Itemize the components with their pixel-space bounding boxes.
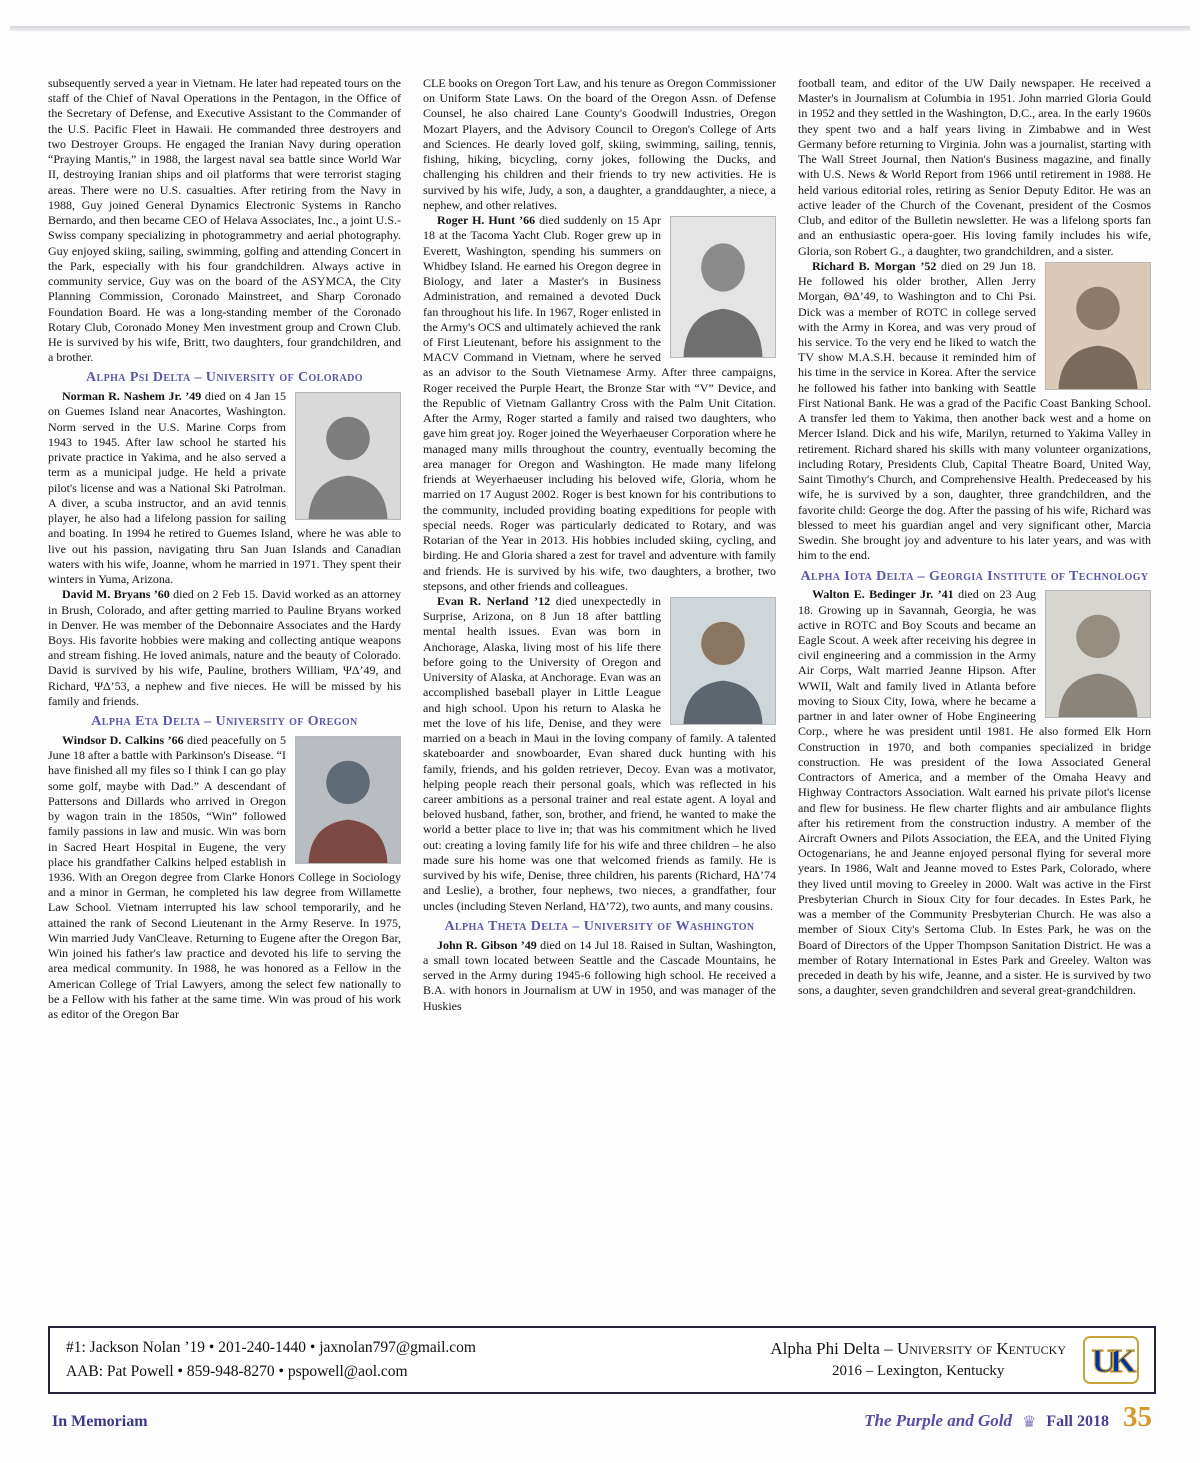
obit-name: Norman R. Nashem Jr. ’49 [62,389,202,404]
column-1 [48,76,401,1314]
chapter-header-georgia-tech: Alpha Iota Delta – Georgia Institute of Technology [800,568,1149,584]
obit-continuation: CLE books on Oregon Tort Law, and his tenure as Oregon Commissioner on Uniform State Laws. On the board of the Oregon Assn. of Defense Counsel, he also chaired Lane County's Goodwill Industries, Oregon Mozart Players, and the Advisory Council to Oregon's College of Arts and Sciences. He dearly loved golf, skiing, swimming, sailing, tennis, fishing, hiking, bicycling, corny jokes, following the Ducks, and challenging his children and their friends to try new activities. He is survived by his wife, Judy, a son, a daughter, a granddaughter, a niece, a nephew, and other relatives. [423,76,776,212]
chapter-banner [770,1338,1066,1381]
obit-text: died on 14 Jul 18. Raised in Sultan, Washington, a small town located between Seattle and the Cascade Mountains, he served in the Army during 1945-6 following high school. He received a B.A. with honors in Journalism at UW in 1950, and was manager of the Huskies [423,937,776,1013]
contact-info [66,1336,770,1384]
chapter-contact-box [48,1326,1156,1394]
page-footer [48,1394,1156,1432]
obituary-calkins [48,733,401,1022]
obit-name: Windsor D. Calkins ’66 [62,732,184,747]
obit-text: died on 29 Jun 18. He followed his older brother, Allen Jerry Morgan, ΘΔ’49, to Washington and to Chi Psi. Dick was a member of ROTC in college served with the Army in Korea, and was very proud of his service. To the very end he liked to watch the TV show M.A.S.H. because it reminded him of his time in the service in Korea. After the service he followed his father into banking with Seattle First National Bank. He was a grad of the Pacific Coast Banking School. A transfer led them to Yakima, then another back west and a home on Mercer Island. Dick and his wife, Marilyn, returned to Yakima Valley in retirement. Richard shared his skills with many volunteer organizations, including Rotary, Presidents Club, Capital Theatre Board, United Way, Saint Timothy's Church, and Comprehensive Health. Predeceased by his wife, he is survived by a son, daughter, three grandchildren, and the favorite child: George the dog. After the passing of his wife, Richard was blessed to meet his guardian angel and very significant other, Marcia Swedin. She brought joy and adventure to his later years, and was with him to the end. [798,258,1151,563]
obituary-morgan [798,259,1151,564]
obit-name: John R. Gibson ’49 [437,937,537,952]
publication-info [864,1403,1152,1432]
portrait-windsor-calkins [295,736,401,864]
svg-text:UK: UK [1091,1343,1131,1380]
obituary-bryans [48,587,401,709]
column-3 [798,76,1151,1314]
chapter-name: Alpha Phi Delta [770,1339,880,1359]
chapter-header-washington: Alpha Theta Delta – University of Washington [444,918,755,934]
obituary-bedinger [798,587,1151,998]
column-2 [423,76,776,1314]
chapter-header-oregon: Alpha Eta Delta – University of Oregon [91,714,358,730]
obit-name: David M. Bryans ’60 [62,587,170,602]
portrait-norman-nashem [295,392,401,520]
obituary-nashem [48,389,401,587]
obituary-nerland [423,594,776,914]
chapter-title [770,1338,1066,1361]
obit-text: died suddenly on 15 Apr 18 at the Tacoma Yacht Club. Roger grew up in Everett, Washington, spending his summers on Whidbey Island. He earned his Oregon degree in Biology, and later a Master's in Business Administration, and remained a devoted Duck fan throughout his life. In 1967, Roger enlisted in the Army's OCS and ultimately achieved the rank of First Lieutenant, before his assignment to the MACV Command in Vietnam, where he served as an advisor to the South Vietnamese Army. After three campaigns, Roger received the Purple Heart, the Bronze Star with “V” Device, and the Republic of Vietnam Gallantry Cross with the Palm Unit Citation. After the Army, Roger started a family and raised two daughters, who gave him great joy. Roger joined the Weyerhaeuser Corporation where he managed many mills throughout the country, eventually becoming the area manager for Oregon and Washington. He made many lifelong friends at Weyerhaeuser including his beloved wife, Gloria, whom he married on 17 August 2002. Roger is best known for his contributions to the community, included providing boating expeditions for people with special needs. Roger was particularly dedicated to Rotary, and was Rotarian of the Year in 2013. His hobbies included skiing, cycling, and birding. He and Gloria shared a zest for travel and adventure with family and friends. He is survived by his wife, two daughters, a brother, two stepsons, and other friends and colleagues. [423,213,776,593]
portrait-walton-bedinger [1045,590,1151,718]
issue-season: Fall 2018 [1046,1413,1109,1430]
obit-name: Evan R. Nerland ’12 [437,593,551,608]
portrait-richard-morgan [1045,262,1151,390]
publication-title: The Purple and Gold [864,1411,1012,1430]
obit-name: Richard B. Morgan ’52 [812,258,937,273]
section-title: In Memoriam [52,1413,148,1430]
chapter-location: 2016 – Lexington, Kentucky [831,1363,1005,1380]
obit-text: died unexpectedly in Surprise, Arizona, on 8 Jun 18 after battling mental health issues. Evan was born in Anchorage, Alaska, living most of his life there before going to the University of Oregon and University of Alaska, at Anchorage. Evan was an accomplished baseball player in Little League and high school. Upon his return to Alaska he met the love of his life, Denise, and they were married on a beach in Maui in the loving company of family. A talented skateboarder and snowboarder, Evan shared duck hunting with his family, friends, and his golden retriever, Decoy. Evan was a motivator, helping people reach their personal goals, which was reflected in his career ambitions as a personal trainer and real estate agent. A loyal and beloved husband, father, son, brother, and friend, he wanted to make the world a better place to live in; that was his commitment which he lived out: creating a loving family life for his wife and three children – he also made sure his home was one that welcomed friends as family. He is survived by his wife, Denise, three children, his parents (Richard, HΔ’74 and Leslie), a brother, four nephews, two nieces, a grandfather, four uncles (including Steven Nerland, HΔ’72), two aunts, and many cousins. [423,593,776,913]
page-edge [10,26,1190,31]
obit-name: Walton E. Bedinger Jr. ’41 [812,587,954,602]
obit-text: died peacefully on 5 June 18 after a battle with Parkinson's Disease. “I have finished all my files so I think I can go play some golf, maybe with Dad.” A descendant of Pattersons and Dillards who arrived in Oregon by wagon train in the 1850s, “Win” followed family passions in law and music. Win was born in Sacred Heart Hospital in Eugene, the very place his grandfather Calkins helped establish in 1936. With an Oregon degree from Clarke Honors College in Sociology and a minor in German, he completed his law degree from Willamette Law School. Vietnam interrupted his law school temporarily, and he attained the rank of Second Lieutenant in the Army Reserve. In 1975, Win married Judy VanCleave. Returning to Eugene after the Oregon Bar, Win joined his father's law practice and devoted his life to serving the area medical community. In 1988, he was honored as a Fellow in the American College of Trial Lawyers, among the select few nationally to be a Fellow with his father at the same time. Win was proud of his work as editor of the Oregon Bar [48,732,401,1022]
page-number: 35 [1123,1401,1152,1433]
obituary-hunt [423,213,776,594]
obit-continuation: subsequently served a year in Vietnam. He later had repeated tours on the staff of the Chief of Naval Operations in the Pentagon, in the Office of the Secretary of Defense, and Executive Assistant to the Commander of the U.S. Pacific Fleet in Hawaii. He commanded three destroyers and two Destroyer Groups. He engaged the Iranian Navy during operation “Praying Mantis,” in 1988, the largest naval sea battle since World War II, destroying Iranian ships and oil platforms that were terrorist staging areas. There were no U.S. casualties. After retiring from the Navy in 1988, Guy joined General Dynamics Electronic Systems in Rancho Bernardo, and then became CEO of Helava Associates, Inc., a joint U.S.-Swiss company specializing in photogrammetry and aerial photography. Guy enjoyed skiing, sailing, swimming, golfing and attending Concert in the Park, especially with his four grandchildren. Always active in community service, Guy was on the board of the ASYMCA, the City Planning Commission, Coronado Mainstreet, and Sharp Coronado Foundation Board. He was a long-standing member of the Coronado Rotary Club, Coronado Money Men investment group and Crown Club. He is survived by his wife, Britt, two daughters, four grandchildren, and a brother. [48,76,401,365]
obit-continuation: football team, and editor of the UW Daily newspaper. He received a Master's in Journalism at Columbia in 1951. John married Gloria Gould in 1952 and they settled in the Washington, D.C., area. In the early 1960s they spent two and a half years living in Zimbabwe and in West Germany before returning to Virginia. John was a journalist, starting with The Wall Street Journal, then Nation's Business magazine, and finally with U.S. News & World Report from 1966 until retirement in 1988. He held various editorial roles, retiring as Senior Deputy Editor. He was an active leader of the Church of the Covenant, president of the Cosmos Club, and editor of the Bulletin newsletter. He was a lifelong sports fan and an enthusiastic opera-goer. His loving family includes his wife, Gloria, son Robert G., a daughter, two grandchildren, and a sister. [798,76,1151,258]
portrait-roger-hunt [670,216,776,358]
obit-name: Roger H. Hunt ’66 [437,213,536,228]
obit-text: died on 23 Aug 18. Growing up in Savannah, Georgia, he was active in ROTC and Boy Scouts and became an Eagle Scout. A week after receiving his degree in civil engineering and a commission in the Army Air Corps, Walt married Jeanne Hipson. After WWII, Walt and family lived in Atlanta before moving to Sioux City, Iowa, where he became a partner in and later owner of Hobe Engineering Corp., where he was president until 1981. He also formed Elk Horn Construction in 1970, and both companies specialized in bridge construction. He was president of the Iowa Associated General Contractors of America, and a member of the Omaha Heavy and Highway Contractors Association. Walt earned his private pilot's license and flew for business. He flew charter flights and air ambulance flights after his retirement from the construction industry. A member of the Aircraft Owners and Pilots Association, the EEA, and the United Flying Octogenarians, he and Jeanne enjoyed personal flying for several more years. In 1986, Walt and Jeanne moved to Estes Park, Colorado, where they lived until moving to Greeley in 2000. Walt was active in the First Presbyterian Church in Sioux City for four decades. In Estes Park, he was a member of the Community Presbyterian Church. He was also a member of Sioux City's Sertoma Club. In Estes Park, he was on the Board of Directors of the Upper Thompson Sanitation District. He was a member of Rotary International in Estes Park and Greeley. Walton was preceded in death by his wife, Jeanne, and a sister. He is survived by two sons, a daughter, seven grandchildren and several great-grandchildren. [798,587,1151,998]
chapter-school: University of Kentucky [896,1339,1066,1359]
chapter-separator: – [884,1339,893,1359]
contact-line-2: AAB: Pat Powell • 859-948-8270 • pspowell@aol.com [66,1363,408,1380]
obituary-columns [48,76,1156,1314]
contact-line-1: #1: Jackson Nolan ’19 • 201-240-1440 • jaxnolan797@gmail.com [66,1338,476,1356]
portrait-evan-nerland [670,597,776,725]
obituary-gibson [423,938,776,1014]
crown-icon: ♛ [1021,1414,1037,1431]
kentucky-logo-icon [1082,1335,1140,1385]
obit-text: died on 4 Jan 15 on Guemes Island near Anacortes, Washington. Norm served in the U.S. Marine Corps from 1943 to 1945. After law school he started his private practice in Yakima, and he also served a term as a municipal judge. He held a private pilot's license and was a National Ski Patrolman. A diver, a scuba instructor, and an avid tennis player, he also had a lifelong passion for sailing and boating. In 1994 he retired to Guemes Island, where he was able to live out his passion, navigating thru San Juan Islands and Canadian waters with his wife, Joanne, whom he married in 1971. They spent their winters in Yuma, Arizona. [48,389,401,587]
obit-text: died on 2 Feb 15. David worked as an attorney in Brush, Colorado, and after getting married to Pauline Bryans worked in Denver. He was member of the Debonnaire Associates and the Hardy Boys. His favorite hobbies were making and collecting antique weapons and stream fishing. He loved animals, nature and the beauty of Colorado. David is survived by his wife, Pauline, brothers William, ΨΔ’49, and Richard, ΨΔ’53, a nephew and five nieces. He will be missed by his family and friends. [48,587,401,708]
chapter-header-colorado: Alpha Psi Delta – University of Colorado [86,370,363,386]
